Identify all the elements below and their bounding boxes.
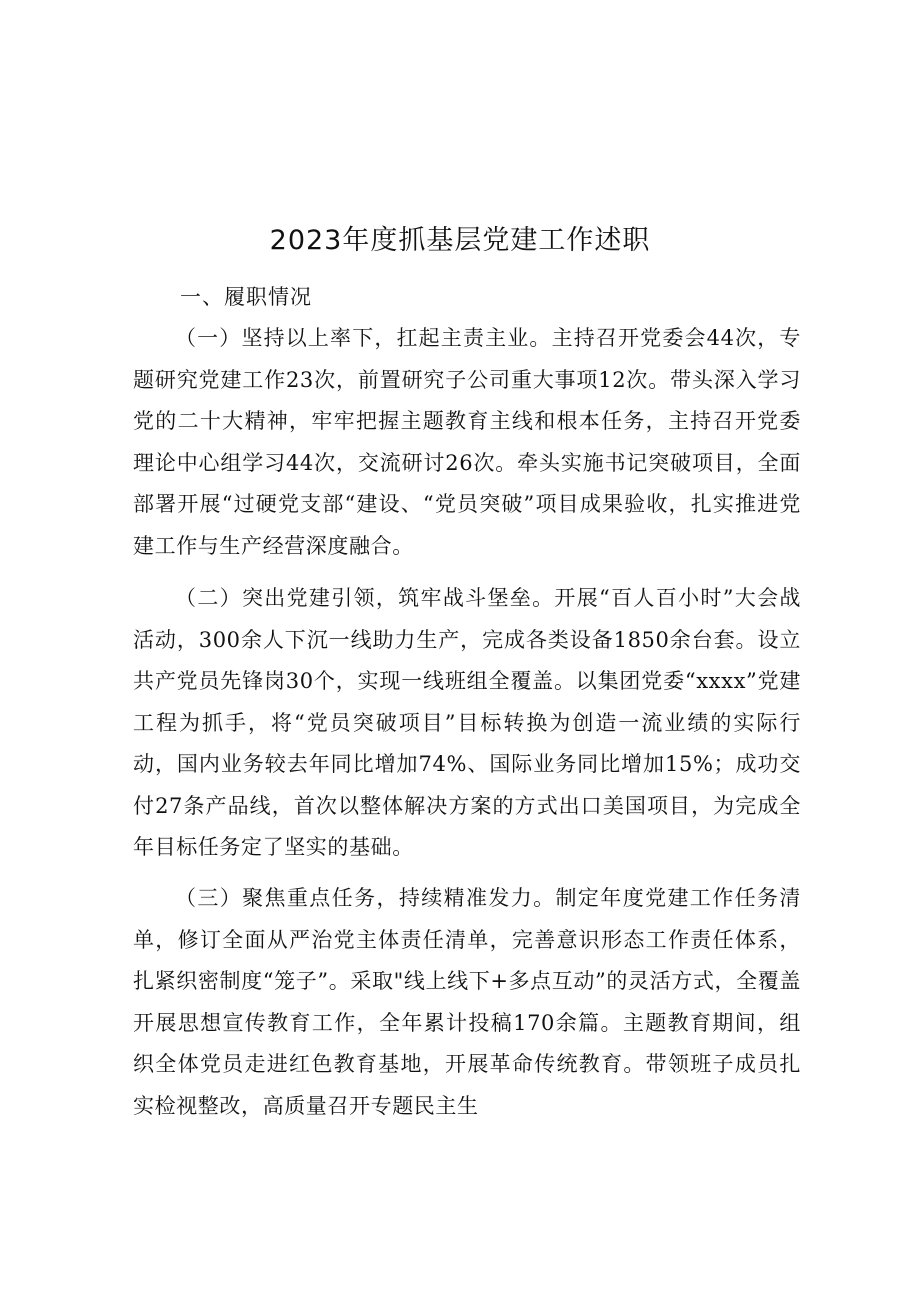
paragraph-3: （三）聚焦重点任务，持续精准发力。制定年度党建工作任务清单，修订全面从严治党主体责任清单，完善意识形态工作责任体系，扎紧织密制度“笼子”。采取"线上线下+多点互动”的灵活方式，全覆盖开展思想宣传教育工作，全年累计投稿170余篇。主题教育期间，组织全体党员走进红色教育基地，开展革命传统教育。带领班子成员扎实检视整改，高质量召开专题民主生 [133,886,801,1118]
paragraph-2: （二）突出党建引领，筑牢战斗堡垒。开展“百人百小时”大会战活动，300余人下沉一线助力生产，完成各类设备1850余台套。设立共产党员先锋岗30个，实现一线班组全覆盖。以集团党委“xxxx”党建工程为抓手，将“党员突破项目”目标转换为创造一流业绩的实际行动，国内业务较去年同比增加74%、国际业务同比增加15%；成功交付27条产品线，首次以整体解决方案的方式出口美国项目，为完成全年目标任务定了坚实的基础。 [133,586,801,859]
section-heading: 一、履职情况 [180,285,312,309]
paragraph-1: （一）坚持以上率下，扛起主责主业。主持召开党委会44次，专题研究党建工作23次，前置研究子公司重大事项12次。带头深入学习党的二十大精神，牢牢把握主题教育主线和根本任务，主持召开党委理论中心组学习44次，交流研讨26次。牵头实施书记突破项目，全面部署开展“过硬党支部“建设、“党员突破”项目成果验收，扎实推进党建工作与生产经营深度融合。 [133,326,801,558]
document-title: 2023年度抓基层党建工作述职 [269,225,651,256]
